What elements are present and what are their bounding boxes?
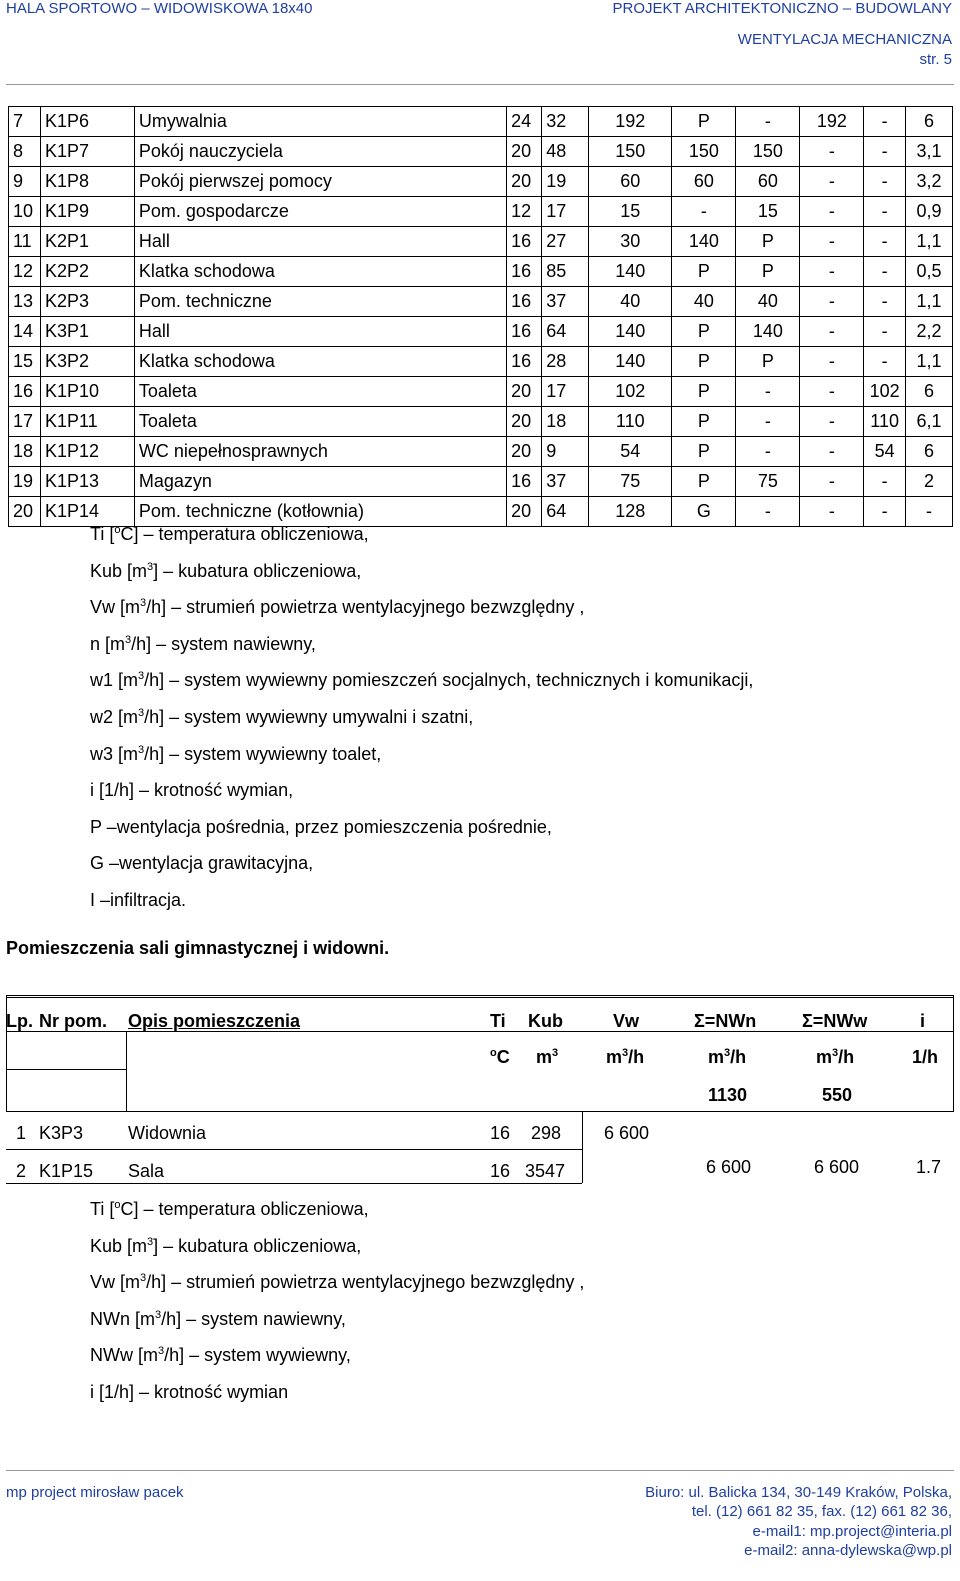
row1-ti: 16 xyxy=(490,1123,511,1143)
table-cell: 19 xyxy=(542,167,589,197)
table-cell: 140 xyxy=(589,317,672,347)
table-cell: 24 xyxy=(507,107,542,137)
table-cell: - xyxy=(736,437,800,467)
doc-title: HALA SPORTOWO – WIDOWISKOWA 18x40 xyxy=(6,0,313,17)
unit-kub: $m^3$ xyxy=(536,1047,559,1067)
table-cell: 14 xyxy=(9,317,41,347)
table-cell: 128 xyxy=(589,497,672,527)
table-cell: K1P9 xyxy=(40,197,134,227)
table-cell: 85 xyxy=(542,257,589,287)
row2-i: 1.7 xyxy=(916,1157,942,1177)
legend-item xyxy=(90,890,186,911)
legend-item xyxy=(90,561,361,582)
table-cell: 20 xyxy=(9,497,41,527)
legend-text: ] – kubatura obliczeniowa, xyxy=(153,560,362,581)
table-cell: K1P10 xyxy=(40,377,134,407)
table-cell: 0,5 xyxy=(905,257,952,287)
legend-text: P –wentylacja pośrednia, przez pomieszczenia pośrednie, xyxy=(90,816,552,837)
table-cell: K1P13 xyxy=(40,467,134,497)
table-cell: K3P1 xyxy=(40,317,134,347)
legend-text: Ti [ xyxy=(90,524,115,544)
gym-table-rule xyxy=(6,1111,954,1112)
table-cell: Hall xyxy=(134,317,506,347)
table-cell: P xyxy=(736,347,800,377)
col-header-i: i xyxy=(920,1011,926,1031)
table-row xyxy=(9,137,953,167)
table-cell: 102 xyxy=(864,377,906,407)
table-cell: - xyxy=(864,497,906,527)
table-cell: - xyxy=(800,137,864,167)
table-row xyxy=(9,197,953,227)
gym-table xyxy=(6,995,954,1195)
table-cell: WC niepełnosprawnych xyxy=(134,437,506,467)
table-cell: 18 xyxy=(542,407,589,437)
table-cell: 6 xyxy=(905,107,952,137)
table-row xyxy=(9,287,953,317)
table-cell: P xyxy=(672,377,736,407)
table-row xyxy=(9,257,953,287)
legend-item xyxy=(90,853,313,874)
table-cell: Klatka schodowa xyxy=(134,347,506,377)
table-cell: 140 xyxy=(589,257,672,287)
table-cell: 48 xyxy=(542,137,589,167)
table-cell: 9 xyxy=(542,437,589,467)
table-cell: 150 xyxy=(589,137,672,167)
table-cell: 40 xyxy=(672,287,736,317)
legend-item xyxy=(90,744,381,765)
table-cell: P xyxy=(736,257,800,287)
table-cell: 20 xyxy=(507,497,542,527)
table-cell: 0,9 xyxy=(905,197,952,227)
table-cell: 16 xyxy=(507,347,542,377)
table-cell: - xyxy=(800,347,864,377)
table-cell: - xyxy=(800,197,864,227)
table-cell: 28 xyxy=(542,347,589,377)
table-cell: 16 xyxy=(507,257,542,287)
sum-nww: 550 xyxy=(822,1085,853,1105)
table-cell: 60 xyxy=(672,167,736,197)
table-cell: 54 xyxy=(864,437,906,467)
table-row xyxy=(9,167,953,197)
table-cell: - xyxy=(800,437,864,467)
unit-ti: $^o$C xyxy=(490,1047,510,1067)
col-header-lp: Lp. xyxy=(6,1011,33,1031)
footer-phone: tel. (12) 661 82 35, fax. (12) 661 82 36, xyxy=(691,1503,952,1520)
table-cell: K1P7 xyxy=(40,137,134,167)
table-cell: 16 xyxy=(507,227,542,257)
table-cell: P xyxy=(672,437,736,467)
table-cell: 75 xyxy=(736,467,800,497)
table-cell: 64 xyxy=(542,497,589,527)
table-cell: Pom. techniczne (kotłownia) xyxy=(134,497,506,527)
table-cell: Pokój pierwszej pomocy xyxy=(134,167,506,197)
footer-company: mp project mirosław pacek xyxy=(6,1484,184,1501)
legend-text: w2 [m xyxy=(90,707,139,727)
footer-divider xyxy=(6,1470,954,1471)
table-cell: 60 xyxy=(589,167,672,197)
row1-underline xyxy=(6,1149,582,1150)
table-cell: - xyxy=(800,227,864,257)
legend-superscript: 3 xyxy=(138,707,145,719)
table-cell: Toaleta xyxy=(134,407,506,437)
table-cell: Umywalnia xyxy=(134,107,506,137)
table-cell: 20 xyxy=(507,407,542,437)
legend-item xyxy=(90,1272,584,1293)
table-row xyxy=(9,497,953,527)
table-cell: K2P2 xyxy=(40,257,134,287)
legend-superscript: 3 xyxy=(147,560,154,573)
table-row xyxy=(9,317,953,347)
sum-nwn: 1130 xyxy=(708,1085,748,1105)
table-cell: Pom. gospodarcze xyxy=(134,197,506,227)
table-cell: 64 xyxy=(542,317,589,347)
table-row xyxy=(9,107,953,137)
table-cell: K1P8 xyxy=(40,167,134,197)
table-cell: - xyxy=(864,197,906,227)
row2-nwn: 6 600 xyxy=(706,1157,752,1177)
table-cell: 8 xyxy=(9,137,41,167)
legend-text: n [m xyxy=(90,633,126,654)
table-cell: G xyxy=(672,497,736,527)
table-cell: 1,1 xyxy=(905,347,952,377)
legend-text: /h] – system wywiewny umywalni i szatni, xyxy=(144,707,474,727)
legend-superscript: 3 xyxy=(138,743,145,756)
table-cell: P xyxy=(672,257,736,287)
table-cell: - xyxy=(736,407,800,437)
table-cell: 102 xyxy=(589,377,672,407)
table-cell: 20 xyxy=(507,167,542,197)
legend-superscript: 3 xyxy=(140,1272,147,1285)
legend-text: NWw [m xyxy=(90,1345,158,1366)
table-cell: 32 xyxy=(542,107,589,137)
table-cell: 16 xyxy=(507,317,542,347)
gym-table-col-rule xyxy=(126,1031,127,1111)
table-cell: - xyxy=(864,137,906,167)
legend-superscript: 3 xyxy=(138,670,145,683)
table-cell: 6 xyxy=(905,437,952,467)
table-cell: - xyxy=(736,377,800,407)
table-cell: 1,1 xyxy=(905,227,952,257)
table-cell: 10 xyxy=(9,197,41,227)
project-section: WENTYLACJA MECHANICZNA xyxy=(737,31,952,48)
table-row xyxy=(9,227,953,257)
legend-text: Kub [m xyxy=(90,1235,148,1256)
table-cell: - xyxy=(864,227,906,257)
legend-text: ] – kubatura obliczeniowa, xyxy=(153,1235,362,1256)
table-cell: 17 xyxy=(542,197,589,227)
table-cell: - xyxy=(736,107,800,137)
unit-nww: $m^3/h$ xyxy=(816,1047,855,1067)
legend-item xyxy=(90,524,369,545)
legend-text: C] – temperatura obliczeniowa, xyxy=(120,524,369,544)
unit-nwn: $m^3/h$ xyxy=(708,1047,747,1067)
table-cell: - xyxy=(864,287,906,317)
legend-text: /h] – system wywiewny toalet, xyxy=(144,743,382,764)
row2-underline xyxy=(6,1183,582,1184)
table-cell: 110 xyxy=(864,407,906,437)
footer-email1: e-mail1: mp.project@interia.pl xyxy=(752,1523,952,1540)
table-cell: - xyxy=(864,467,906,497)
legend-text: I –infiltracja. xyxy=(90,890,187,910)
row2-nr: K1P15 xyxy=(39,1161,94,1181)
legend-item xyxy=(90,1345,351,1366)
col-header-nww: Σ=NWw xyxy=(802,1011,868,1031)
legend-text: /h] – system nawiewny, xyxy=(131,633,316,654)
table-cell: K2P1 xyxy=(40,227,134,257)
table-row xyxy=(9,407,953,437)
legend-text: i [1/h] – krotność wymian xyxy=(90,1382,289,1402)
table-cell: P xyxy=(736,227,800,257)
table-cell: 9 xyxy=(9,167,41,197)
row1-nr: K3P3 xyxy=(39,1123,84,1143)
table-cell: K1P12 xyxy=(40,437,134,467)
legend-superscript: 3 xyxy=(140,597,147,610)
legend-text: Ti [ xyxy=(90,1199,115,1219)
row1-kub: 298 xyxy=(531,1123,562,1143)
legend-text: G –wentylacja grawitacyjna, xyxy=(90,853,314,874)
table-cell: 15 xyxy=(589,197,672,227)
col-header-ti: Ti xyxy=(490,1011,506,1031)
row2-nww: 6 600 xyxy=(814,1157,860,1177)
table-cell: 1,1 xyxy=(905,287,952,317)
legend-item xyxy=(90,817,552,838)
table-cell: 30 xyxy=(589,227,672,257)
page-number: str. 5 xyxy=(919,51,952,68)
legend-item xyxy=(90,1199,369,1220)
row2-lp: 2 xyxy=(16,1161,27,1181)
table-cell: 18 xyxy=(9,437,41,467)
table-cell: P xyxy=(672,467,736,497)
table-cell: Pokój nauczyciela xyxy=(134,137,506,167)
row2-opis: Sala xyxy=(128,1161,165,1181)
table-cell: - xyxy=(864,107,906,137)
table-cell: - xyxy=(864,167,906,197)
table-cell: - xyxy=(736,497,800,527)
legend-superscript: o xyxy=(114,1199,121,1211)
table-cell: Klatka schodowa xyxy=(134,257,506,287)
footer-email2: e-mail2: anna-dylewska@wp.pl xyxy=(744,1542,952,1559)
table-cell: - xyxy=(800,497,864,527)
legend-item xyxy=(90,597,584,618)
legend-item xyxy=(90,1382,288,1403)
col-header-kub: Kub xyxy=(528,1011,563,1031)
legend-text: /h] – system wywiewny, xyxy=(164,1345,351,1366)
legend-text: Kub [m xyxy=(90,560,148,581)
table-cell: 140 xyxy=(589,347,672,377)
table-cell: 2,2 xyxy=(905,317,952,347)
legend-text: C] – temperatura obliczeniowa, xyxy=(120,1199,369,1219)
table-cell: - xyxy=(864,347,906,377)
col-header-vw: Vw xyxy=(613,1011,640,1031)
table-cell: 192 xyxy=(800,107,864,137)
row1-lp: 1 xyxy=(16,1123,27,1143)
legend-text: /h] – system nawiewny, xyxy=(161,1308,346,1329)
table-cell: 2 xyxy=(905,467,952,497)
rooms-table xyxy=(8,106,953,527)
legend-text: /h] – strumień powietrza wentylacyjnego bezwzględny , xyxy=(146,597,585,618)
table-cell: 6 xyxy=(905,377,952,407)
table-cell: 37 xyxy=(542,467,589,497)
legend-text: /h] – system wywiewny pomieszczeń socjalnych, technicznych i komunikacji, xyxy=(144,670,754,691)
table-row xyxy=(9,377,953,407)
table-cell: 40 xyxy=(589,287,672,317)
table-cell: 75 xyxy=(589,467,672,497)
table-cell: 20 xyxy=(507,137,542,167)
table-cell: - xyxy=(800,287,864,317)
table-cell: Hall xyxy=(134,227,506,257)
legend-text: /h] – strumień powietrza wentylacyjnego bezwzględny , xyxy=(146,1272,585,1293)
table-cell: Magazyn xyxy=(134,467,506,497)
row1-vw: 6 600 xyxy=(604,1123,650,1143)
table-row xyxy=(9,437,953,467)
header-divider xyxy=(6,84,954,85)
row2-kub: 3547 xyxy=(525,1161,566,1181)
table-cell: - xyxy=(800,467,864,497)
table-cell: Toaleta xyxy=(134,377,506,407)
table-cell: 12 xyxy=(507,197,542,227)
table-cell: K1P6 xyxy=(40,107,134,137)
table-cell: 15 xyxy=(736,197,800,227)
legend-item xyxy=(90,1236,361,1257)
table-cell: 16 xyxy=(9,377,41,407)
legend-text: w1 [m xyxy=(90,670,139,691)
table-cell: 3,1 xyxy=(905,137,952,167)
gym-table-rule xyxy=(6,1069,126,1070)
table-cell: - xyxy=(800,317,864,347)
legend-superscript: o xyxy=(114,524,121,536)
table-cell: - xyxy=(864,317,906,347)
table-cell: 20 xyxy=(507,377,542,407)
table-cell: - xyxy=(800,167,864,197)
table-cell: 110 xyxy=(589,407,672,437)
table-cell: 19 xyxy=(9,467,41,497)
table-row xyxy=(9,347,953,377)
section-title: Pomieszczenia sali gimnastycznej i widowni. xyxy=(6,938,390,958)
table-row xyxy=(9,467,953,497)
table-cell: 54 xyxy=(589,437,672,467)
table-cell: 150 xyxy=(672,137,736,167)
table-cell: - xyxy=(800,377,864,407)
table-cell: 140 xyxy=(672,227,736,257)
legend-superscript: 3 xyxy=(155,1308,162,1321)
table-cell: 16 xyxy=(507,287,542,317)
table-cell: 20 xyxy=(507,437,542,467)
row2-ti: 16 xyxy=(490,1161,511,1181)
unit-vw: $m^3/h$ xyxy=(606,1047,645,1067)
table-cell: P xyxy=(672,347,736,377)
table-cell: 13 xyxy=(9,287,41,317)
footer-address: Biuro: ul. Balicka 134, 30-149 Kraków, Polska, xyxy=(645,1484,952,1501)
table-cell: 37 xyxy=(542,287,589,317)
table-cell: 40 xyxy=(736,287,800,317)
table-cell: 17 xyxy=(542,377,589,407)
col-header-nr: Nr pom. xyxy=(39,1011,108,1031)
table-cell: K3P2 xyxy=(40,347,134,377)
col-header-opis: Opis pomieszczenia xyxy=(128,1011,301,1031)
table-cell: - xyxy=(905,497,952,527)
table-cell: 192 xyxy=(589,107,672,137)
legend-item xyxy=(90,707,473,728)
table-cell: 60 xyxy=(736,167,800,197)
table-cell: - xyxy=(672,197,736,227)
table-cell: P xyxy=(672,317,736,347)
gym-table-col-rule xyxy=(582,1111,583,1183)
table-cell: 27 xyxy=(542,227,589,257)
table-cell: - xyxy=(800,407,864,437)
table-cell: - xyxy=(800,257,864,287)
legend-text: i [1/h] – krotność wymian, xyxy=(90,780,294,801)
table-cell: 12 xyxy=(9,257,41,287)
table-cell: K2P3 xyxy=(40,287,134,317)
table-cell: 150 xyxy=(736,137,800,167)
legend-text: Vw [m xyxy=(90,597,141,618)
unit-i: 1/h xyxy=(912,1047,939,1067)
legend-superscript: 3 xyxy=(157,1345,165,1358)
legend-item xyxy=(90,634,316,655)
table-cell: Pom. techniczne xyxy=(134,287,506,317)
legend-text: Vw [m xyxy=(90,1272,141,1293)
legend-text: w3 [m xyxy=(90,743,139,764)
table-cell: P xyxy=(672,407,736,437)
legend-superscript: 3 xyxy=(125,633,132,646)
table-cell: K1P11 xyxy=(40,407,134,437)
table-cell: 6,1 xyxy=(905,407,952,437)
legend-text: NWn [m xyxy=(90,1308,155,1329)
project-type: PROJEKT ARCHITEKTONICZNO – BUDOWLANY xyxy=(612,0,952,17)
table-cell: 17 xyxy=(9,407,41,437)
col-header-nwn: Σ=NWn xyxy=(694,1011,757,1031)
legend-item xyxy=(90,1309,346,1330)
table-cell: 140 xyxy=(736,317,800,347)
table-cell: 7 xyxy=(9,107,41,137)
row1-opis: Widownia xyxy=(128,1123,207,1143)
rooms-table-body xyxy=(9,107,953,527)
table-cell: 11 xyxy=(9,227,41,257)
gym-table-top-rule xyxy=(6,995,954,998)
table-cell: - xyxy=(864,257,906,287)
table-cell: P xyxy=(672,107,736,137)
legend-item xyxy=(90,780,293,801)
legend-item xyxy=(90,670,753,691)
table-cell: 3,2 xyxy=(905,167,952,197)
table-cell: 15 xyxy=(9,347,41,377)
table-cell: 16 xyxy=(507,467,542,497)
table-cell: K1P14 xyxy=(40,497,134,527)
legend-superscript: 3 xyxy=(147,1235,154,1248)
